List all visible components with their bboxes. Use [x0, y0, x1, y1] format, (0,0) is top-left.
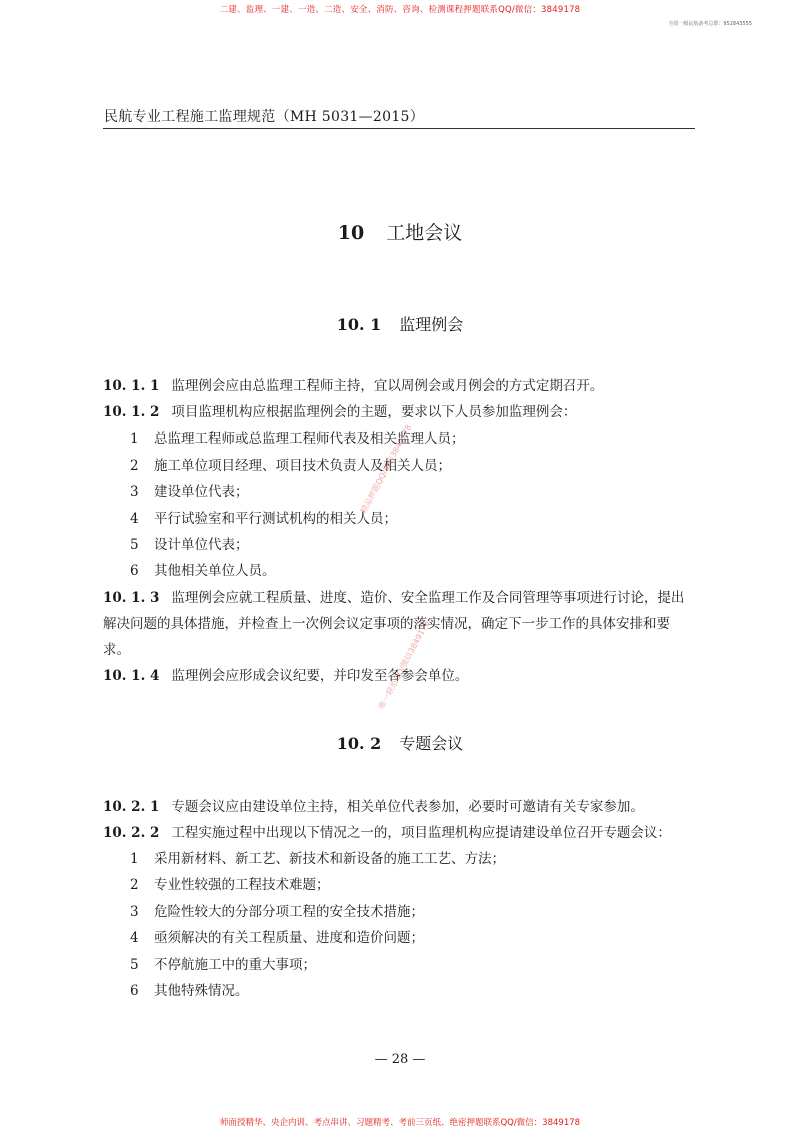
clause-text: 监理例会应由总监理工程师主持，宜以周例会或月例会的方式定期召开。: [171, 378, 604, 394]
clause-number: 10. 1. 4: [103, 668, 160, 684]
clause: [103, 794, 695, 820]
item-number: 6: [130, 983, 139, 999]
page-number: — 28 —: [374, 1052, 426, 1067]
clause-text: 工程实施过程中出现以下情况之一的，项目监理机构应提请建设单位召开专题会议：: [171, 825, 671, 841]
section-title: 专题会议: [399, 734, 464, 753]
list-item: [130, 846, 505, 872]
item-number: 3: [130, 484, 139, 500]
item-text: 平行试验室和平行测试机构的相关人员；: [154, 511, 397, 527]
section-number: 10. 2: [336, 734, 382, 753]
item-text: 其他特殊情况。: [154, 983, 249, 999]
watermark: 唯一联系QQ/微信3849178: [376, 619, 432, 711]
item-number: 3: [130, 904, 139, 920]
item-text: 设计单位代表；: [154, 537, 249, 553]
item-text: 不停航施工中的重大事项；: [154, 957, 316, 973]
section-title: 监理例会: [399, 315, 464, 334]
list-item: [130, 925, 424, 951]
item-text: 危险性较大的分部分项工程的安全技术措施；: [154, 904, 424, 920]
item-number: 1: [130, 431, 139, 447]
chapter-number: 10: [337, 222, 365, 244]
clause-number: 10. 1. 3: [103, 590, 160, 606]
item-number: 2: [130, 877, 139, 893]
clause: [103, 373, 695, 399]
clause-text: 监理例会应就工程质量、进度、造价、安全监理工作及合同管理等事项进行讨论，提出解决问题的具体措施，并检查上一次例会议定事项的落实情况，确定下一步工作的具体安排和要求。: [103, 590, 685, 658]
list-item: [130, 899, 424, 925]
bottom-banner: 师面授精华、央企内训、考点串讲、习题精考、考前三页纸、绝密押题联系QQ/微信：3849178: [219, 1118, 581, 1128]
item-number: 1: [130, 851, 139, 867]
list-item: [130, 453, 451, 479]
section-heading: [0, 731, 800, 754]
clause-number: 10. 2. 2: [103, 825, 160, 841]
item-number: 4: [130, 511, 139, 527]
clause: [103, 585, 695, 663]
list-item: [130, 558, 276, 584]
item-text: 施工单位项目经理、项目技术负责人及相关人员；: [154, 458, 451, 474]
chapter-heading: [0, 218, 800, 245]
top-banner: 二建、监理、一建、一造、二造、安全、消防、咨询、检测课程押题联系QQ/微信：3849178: [219, 5, 581, 15]
clause-number: 10. 1. 1: [103, 378, 160, 394]
clause-number: 10. 2. 1: [103, 799, 160, 815]
clause-text: 监理例会应形成会议纪要，并印发至各参会单位。: [171, 668, 469, 684]
list-item: [130, 426, 465, 452]
watermark: 精品押题QQ/微信3849178: [358, 423, 414, 515]
running-header: 民航专业工程施工监理规范（MH 5031—2015）: [104, 109, 425, 125]
item-number: 5: [130, 537, 139, 553]
clause-text: 项目监理机构应根据监理例会的主题，要求以下人员参加监理例会：: [171, 404, 577, 420]
list-item: [130, 872, 330, 898]
list-item: [130, 978, 249, 1004]
chapter-title: 工地会议: [386, 222, 463, 244]
clause: [103, 399, 695, 425]
item-text: 采用新材料、新工艺、新技术和新设备的施工工艺、方法；: [154, 851, 505, 867]
item-number: 2: [130, 458, 139, 474]
item-number: 5: [130, 957, 139, 973]
item-text: 其他相关单位人员。: [154, 563, 276, 579]
clause-number: 10. 1. 2: [103, 404, 160, 420]
list-item: [130, 952, 316, 978]
clause: [103, 820, 695, 846]
list-item: [130, 532, 249, 558]
top-right-note: 全国一级民航备考总群：952843555: [668, 21, 752, 27]
header-rule: [103, 128, 695, 129]
clause-text: 专题会议应由建设单位主持，相关单位代表参加，必要时可邀请有关专家参加。: [171, 799, 644, 815]
item-text: 建设单位代表；: [154, 484, 249, 500]
list-item: [130, 479, 249, 505]
item-text: 总监理工程师或总监理工程师代表及相关监理人员；: [154, 431, 465, 447]
section-number: 10. 1: [336, 315, 382, 334]
item-text: 亟须解决的有关工程质量、进度和造价问题；: [154, 930, 424, 946]
item-text: 专业性较强的工程技术难题；: [154, 877, 330, 893]
item-number: 4: [130, 930, 139, 946]
section-heading: [0, 312, 800, 335]
item-number: 6: [130, 563, 139, 579]
